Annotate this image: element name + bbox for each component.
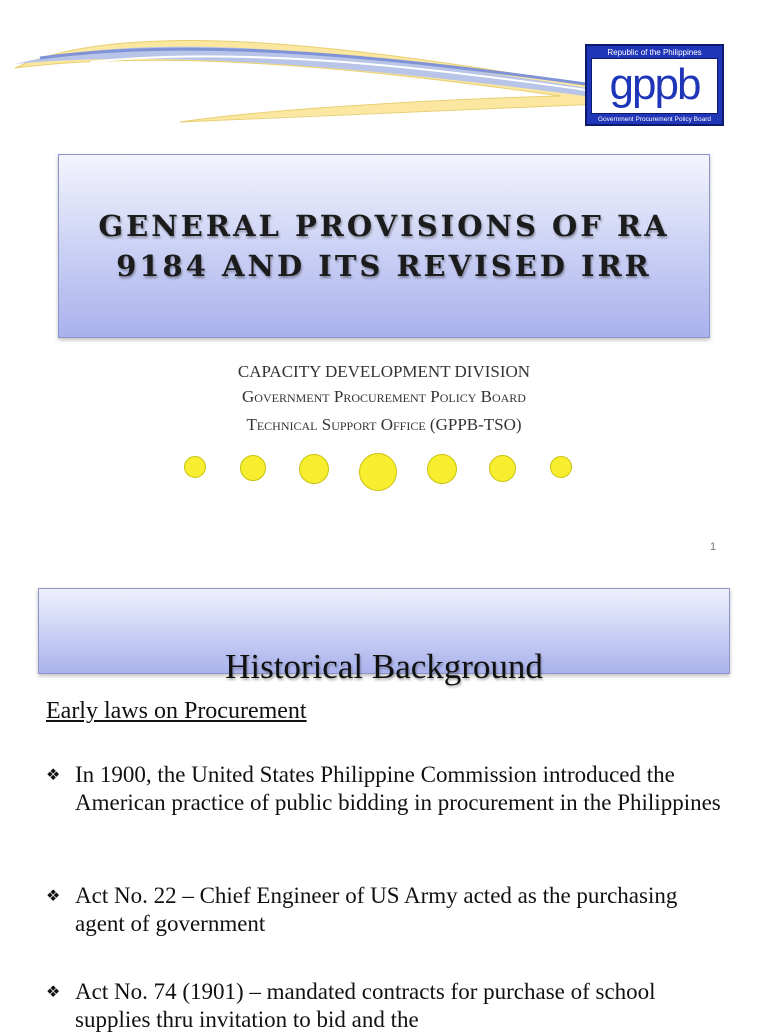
bullet-item (46, 761, 726, 817)
bullet-bold: Act No. 74 (1901) (75, 979, 244, 1004)
logo-top-text: Republic of the Philippines (607, 48, 702, 57)
diamond-bullet-icon: ❖ (46, 765, 61, 784)
subtitle-board: Government Procurement Policy Board (242, 387, 526, 406)
diamond-bullet-icon: ❖ (46, 886, 61, 905)
decorative-dot (489, 455, 516, 482)
content-slide (0, 572, 768, 1032)
bullet-text (75, 882, 726, 938)
title-box (58, 154, 710, 338)
bullet-text (75, 978, 726, 1034)
bullet-bold: Act No. 22 (75, 883, 177, 908)
bullet-body: – Chief Engineer of US Army acted as the purchasing agent of government (75, 883, 678, 936)
bullet-body: – mandated contracts for purchase of school supplies thru invitation to bid and the (75, 979, 656, 1032)
bullet-item (46, 978, 726, 1034)
logo-mark (591, 58, 718, 114)
section-heading: Early laws on Procurement (46, 698, 307, 724)
bullet-body: In 1900, the United States Philippine Commission introduced the American practice of public bidding in procurement in the Philippines (75, 762, 721, 815)
logo-wordmark: gppb (609, 60, 700, 109)
decorative-dots (0, 450, 768, 494)
decorative-dot (550, 456, 572, 478)
slide-title: GENERAL PROVISIONS OF RA 9184 AND ITS REVISED IRR (98, 209, 670, 283)
gppb-logo (585, 44, 724, 126)
subtitle-division: CAPACITY DEVELOPMENT DIVISION (237, 362, 531, 381)
decorative-dot (427, 454, 457, 484)
bullet-text (75, 761, 726, 817)
logo-bottom-text: Government Procurement Policy Board (597, 116, 712, 123)
decorative-swoosh (0, 0, 600, 140)
decorative-dot (299, 454, 329, 484)
slide-heading: Historical Background (225, 647, 543, 686)
diamond-bullet-icon: ❖ (46, 982, 61, 1001)
decorative-dot (240, 455, 266, 481)
bullet-item (46, 882, 726, 938)
decorative-dot (184, 456, 206, 478)
subtitle-office: Technical Support Office (GPPB-TSO) (246, 415, 522, 434)
decorative-dot (359, 453, 397, 491)
heading-box (38, 588, 730, 686)
page-number: 1 (710, 541, 717, 553)
